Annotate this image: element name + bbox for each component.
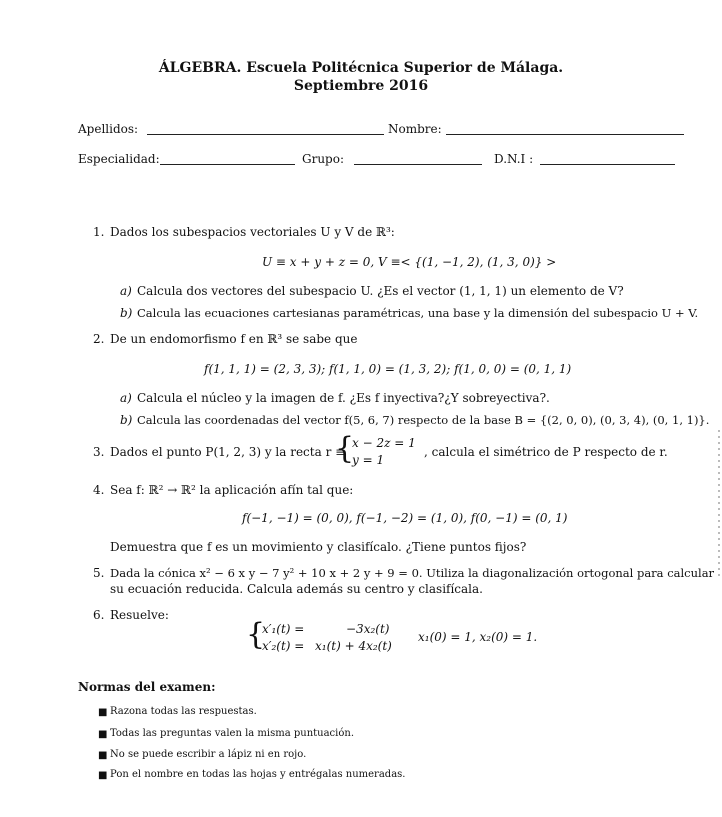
problem-1b-text: Calcula las ecuaciones cartesianas paramétricas, una base y la dimensión del subespacio U + V. bbox=[137, 306, 699, 320]
problem-3-text-after: , calcula el simétrico de P respecto de r. bbox=[424, 445, 668, 459]
problem-6-row1-lhs: x′₁(t) = bbox=[262, 622, 305, 636]
problem-6-number: 6. bbox=[93, 608, 105, 622]
rules-title: Normas del examen: bbox=[78, 680, 216, 694]
problem-2-number: 2. bbox=[93, 332, 105, 346]
problem-1a-text: Calcula dos vectores del subespacio U. ¿Es el vector (1, 1, 1) un elemento de V? bbox=[137, 284, 624, 298]
problem-5-line1: Dada la cónica x² − 6 x y − 7 y² + 10 x + 2 y + 9 = 0. Utiliza la diagonalización ortogonal para calcular bbox=[110, 566, 715, 580]
problem-2b-label: b) bbox=[120, 413, 133, 427]
apellidos-label: Apellidos: bbox=[78, 122, 139, 136]
problem-3-system-eq1: x − 2z = 1 bbox=[352, 436, 416, 450]
problem-5-number: 5. bbox=[93, 566, 105, 580]
exam-date: Septiembre 2016 bbox=[293, 78, 429, 94]
rule-item: No se puede escribir a lápiz ni en rojo. bbox=[110, 749, 307, 760]
especialidad-field[interactable] bbox=[160, 164, 295, 165]
dni-label: D.N.I : bbox=[494, 152, 534, 166]
problem-6-text: Resuelve: bbox=[110, 608, 169, 622]
problem-1-text: Dados los subespacios vectoriales U y V de ℝ³: bbox=[110, 225, 395, 239]
bullet-icon: ■ bbox=[98, 707, 108, 718]
problem-1b-label: b) bbox=[120, 306, 133, 320]
problem-6-initial-conditions: x₁(0) = 1, x₂(0) = 1. bbox=[418, 630, 538, 644]
problem-6-row2-lhs: x′₂(t) = bbox=[262, 639, 305, 653]
exam-title: ÁLGEBRA. Escuela Politécnica Superior de Málaga. bbox=[158, 60, 564, 76]
problem-2-text: De un endomorfismo f en ℝ³ se sabe que bbox=[110, 332, 358, 346]
problem-4-text: Sea f: ℝ² → ℝ² la aplicación afín tal que: bbox=[110, 483, 354, 497]
problem-4-demo: Demuestra que f es un movimiento y clasifícalo. ¿Tiene puntos fijos? bbox=[110, 540, 527, 554]
problem-1-number: 1. bbox=[93, 225, 105, 239]
nombre-label: Nombre: bbox=[388, 122, 442, 136]
grupo-field[interactable] bbox=[354, 164, 482, 165]
problem-4-equation: f(−1, −1) = (0, 0), f(−1, −2) = (1, 0), f(0, −1) = (0, 1) bbox=[242, 511, 568, 525]
problem-3-text: Dados el punto P(1, 2, 3) y la recta r ≡ bbox=[110, 445, 346, 459]
especialidad-label: Especialidad: bbox=[78, 152, 160, 166]
rule-item: Pon el nombre en todas las hojas y entrégalas numeradas. bbox=[110, 769, 406, 780]
problem-6-row1-rhs: −3x₂(t) bbox=[346, 622, 390, 636]
bullet-icon: ■ bbox=[98, 729, 108, 740]
nombre-field[interactable] bbox=[446, 134, 684, 135]
left-brace-icon: { bbox=[246, 617, 266, 652]
apellidos-field[interactable] bbox=[147, 134, 384, 135]
grupo-label: Grupo: bbox=[302, 152, 344, 166]
margin-watermark bbox=[718, 430, 720, 580]
bullet-icon: ■ bbox=[98, 750, 108, 761]
rule-item: Razona todas las respuestas. bbox=[110, 706, 257, 717]
dni-field[interactable] bbox=[540, 164, 675, 165]
problem-2b-text: Calcula las coordenadas del vector f(5, 6, 7) respecto de la base B = {(2, 0, 0), (0, 3, 4), (0, 1, 1)}. bbox=[137, 413, 710, 427]
problem-2a-text: Calcula el núcleo y la imagen de f. ¿Es f inyectiva?¿Y sobreyectiva?. bbox=[137, 391, 550, 405]
rule-item: Todas las preguntas valen la misma puntuación. bbox=[110, 728, 354, 739]
bullet-icon: ■ bbox=[98, 770, 108, 781]
problem-4-number: 4. bbox=[93, 483, 105, 497]
problem-2a-label: a) bbox=[120, 391, 132, 405]
problem-1-equation: U ≡ x + y + z = 0, V ≡< {(1, −1, 2), (1, 3, 0)} > bbox=[262, 255, 557, 269]
problem-2-equation: f(1, 1, 1) = (2, 3, 3); f(1, 1, 0) = (1, 3, 2); f(1, 0, 0) = (0, 1, 1) bbox=[204, 362, 572, 376]
problem-3-number: 3. bbox=[93, 445, 105, 459]
problem-1a-label: a) bbox=[120, 284, 132, 298]
problem-6-row2-rhs: x₁(t) + 4x₂(t) bbox=[315, 639, 392, 653]
problem-5-line2: su ecuación reducida. Calcula además su centro y clasifícala. bbox=[110, 582, 483, 596]
problem-3-system-eq2: y = 1 bbox=[352, 453, 385, 467]
left-brace-icon: { bbox=[335, 431, 355, 466]
